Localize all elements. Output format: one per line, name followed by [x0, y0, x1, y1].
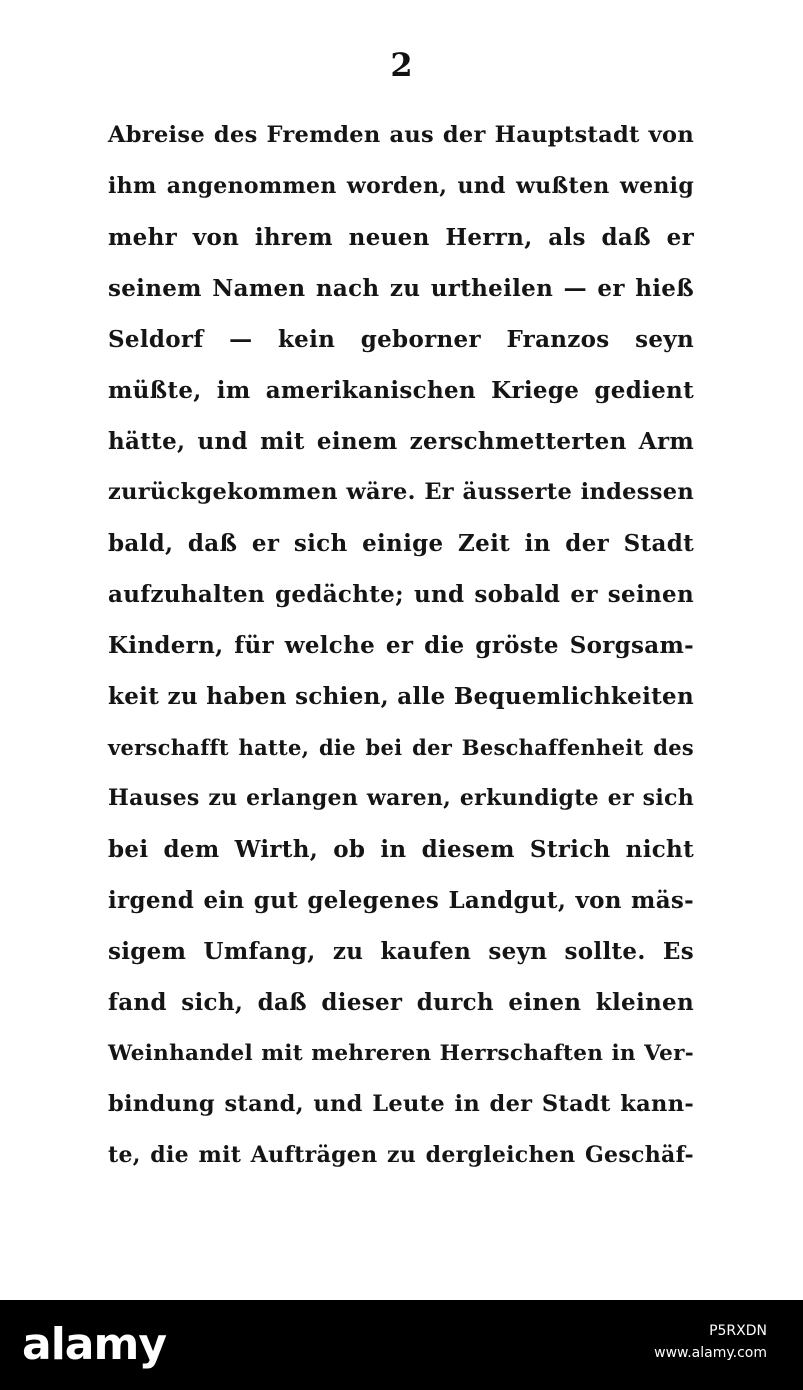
text-line: zurückgekommen wäre. Er äusserte indessen [108, 479, 694, 505]
watermark-footer [0, 1300, 803, 1390]
text-line: Abreise des Fremden aus der Hauptstadt von [108, 122, 694, 148]
text-line: seinem Namen nach zu urtheilen — er hieß [108, 275, 694, 302]
text-line: irgend ein gut gelegenes Landgut, von mäs- [108, 887, 694, 914]
text-line: mehr von ihrem neuen Herrn, als daß er [108, 224, 694, 251]
text-line: fand sich, daß dieser durch einen kleinen [108, 989, 694, 1016]
text-line: Seldorf — kein geborner Franzos seyn [108, 326, 694, 353]
text-line: bindung stand, und Leute in der Stadt kann- [108, 1091, 694, 1117]
text-line: hätte, und mit einem zerschmetterten Arm [108, 428, 694, 455]
text-line: te, die mit Aufträgen zu dergleichen Geschäf- [108, 1142, 694, 1168]
body-text [108, 110, 694, 1181]
text-line: keit zu haben schien, alle Bequemlichkeiten [108, 683, 694, 710]
text-line: müßte, im amerikanischen Kriege gedient [108, 377, 694, 404]
alamy-logo: alamy [22, 1319, 166, 1370]
text-line: ihm angenommen worden, und wußten wenig [108, 173, 694, 199]
text-line: aufzuhalten gedächte; und sobald er seinen [108, 581, 694, 608]
text-line: verschafft hatte, die bei der Beschaffenheit des [108, 735, 694, 760]
text-line: Hauses zu erlangen waren, erkundigte er sich [108, 785, 694, 811]
text-line: Kindern, für welche er die gröste Sorgsam- [108, 632, 694, 659]
image-id: P5RXDN [709, 1323, 767, 1339]
text-line: bald, daß er sich einige Zeit in der Stadt [108, 530, 694, 557]
text-line: sigem Umfang, zu kaufen seyn sollte. Es [108, 938, 694, 965]
text-line: Weinhandel mit mehreren Herrschaften in Ver- [108, 1041, 694, 1066]
footer-meta [507, 1320, 767, 1364]
page-number: 2 [390, 46, 413, 84]
footer-url: www.alamy.com [654, 1345, 767, 1361]
text-line: bei dem Wirth, ob in diesem Strich nicht [108, 836, 694, 863]
